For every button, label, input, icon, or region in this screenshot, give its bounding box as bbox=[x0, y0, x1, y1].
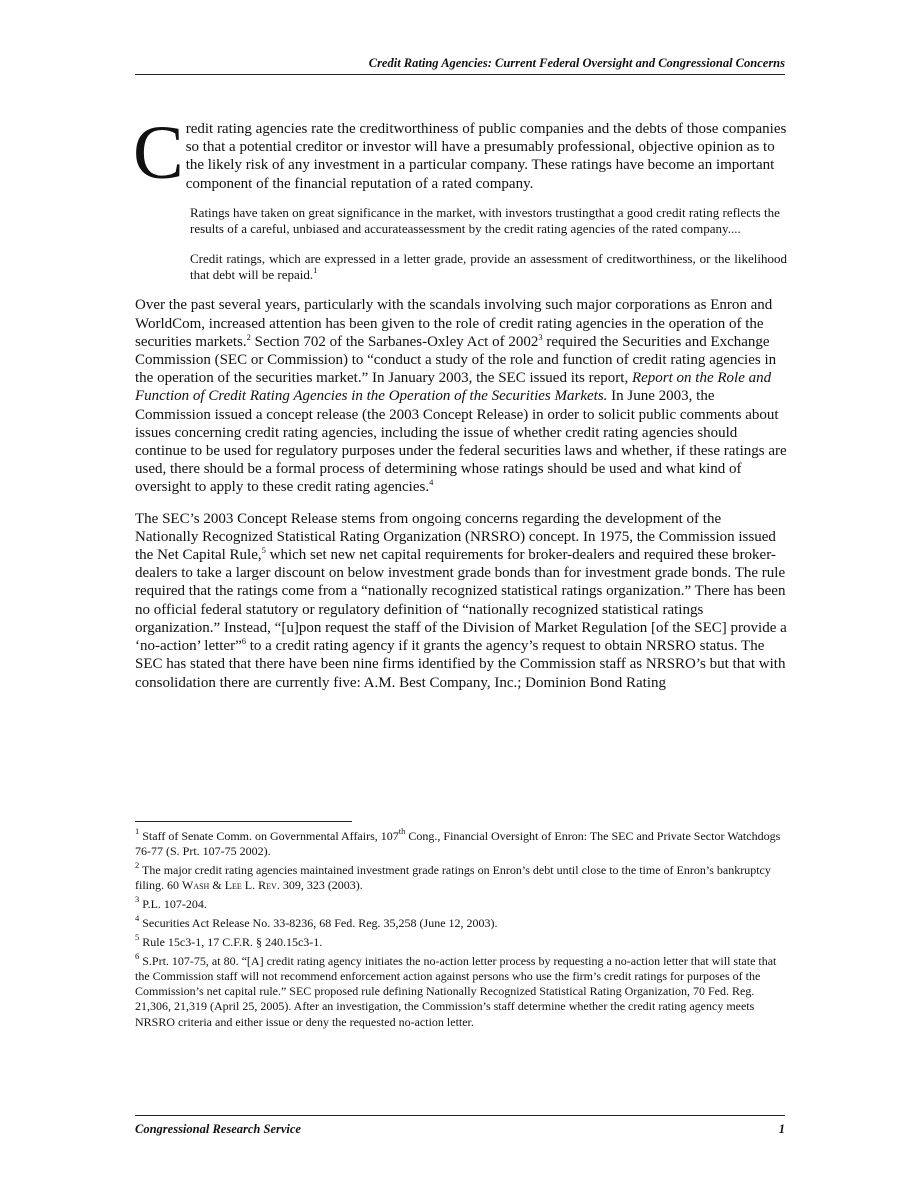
intro-text: redit rating agencies rate the creditworthiness of public companies and the debts of those companies so that a potential creditor or investor will have a presumably professional, objective opinion as to the likely risk of any investment in a particular company. These ratings have become an important component of the financial reputation of a rated company. bbox=[185, 121, 787, 192]
quote-paragraph-2: Credit ratings, which are expressed in a letter grade, provide an assessment of creditworthiness, or the likelihood that debt will be repaid.$^1$ bbox=[190, 250, 787, 283]
footnote-2: $^2$ The major credit rating agencies maintained investment grade ratings on Enron’s debt until close to the time of Enron’s bankruptcy filing. 60 Wash & Lee L. Rev. 309, 323 (2003). bbox=[135, 860, 771, 893]
body-text bbox=[133, 111, 787, 692]
running-header: Credit Rating Agencies: Current Federal Oversight and Congressional Concerns bbox=[135, 56, 785, 75]
footnote-ref[interactable]: 5 bbox=[261, 545, 266, 556]
block-quote bbox=[190, 205, 787, 284]
footnote-ref[interactable]: 1 bbox=[313, 265, 318, 276]
quote-paragraph-1: Ratings have taken on great significance in the market, with investors trustingthat a good credit rating reflects the results of a careful, unbiased and accurateassessment by the credit rating agencies of the rated company.... bbox=[190, 204, 780, 237]
footnotes bbox=[135, 826, 787, 1034]
footnote-ref[interactable]: 4 bbox=[429, 477, 434, 488]
report-title: Report on the Role and Function of Credit Rating Agencies in the Operation of the Securities Markets. bbox=[135, 370, 772, 405]
running-footer bbox=[135, 1115, 785, 1137]
footnote-divider bbox=[135, 821, 352, 822]
intro-paragraph bbox=[133, 111, 787, 195]
footer-source: Congressional Research Service bbox=[135, 1122, 301, 1136]
page-number: 1 bbox=[778, 1122, 785, 1136]
footnote-1: $^1$ Staff of Senate Comm. on Governmental Affairs, 107th Cong., Financial Oversight of Enron: The SEC and Private Sector Watchdogs 76-77 (S. Prt. 107-75 2002). bbox=[135, 826, 781, 859]
footnote-4: $^4$ Securities Act Release No. 33-8236, 68 Fed. Reg. 35,258 (June 12, 2003). bbox=[135, 912, 498, 930]
footnote-ref[interactable]: 3 bbox=[538, 331, 543, 342]
footnote-3: $^3$ P.L. 107-204. bbox=[135, 894, 207, 912]
paragraph-2: The SEC’s 2003 Concept Release stems from ongoing concerns regarding the development of the Nationally Recognized Statistical Rating Organization (NRSRO) concept. In 1975, the Commission issued the Net Capital Rule,$^5$ which set new net capital requirements for broker-dealers and required these broker-dealers to take a larger discount on below investment grade bonds than for investment grade bonds. The rule required that the ratings come from a “nationally recognized statistical ratings organization.” There has been no official federal statutory or regulatory definition of “nationally recognized statistical ratings organization.” Instead, “[u]pon request the staff of the Division of Market Regulation [of the SEC] provide a ‘no-action’ letter”$^6$ to a credit rating agency if it grants the agency’s request to obtain NRSRO status. The SEC has stated that there have been nine firms identified by the Commission staff as NRSRO’s but that with consolidation there are currently five: A.M. Best Company, Inc.; Dominion Bond Rating bbox=[135, 510, 787, 691]
footnote-ref[interactable]: 2 bbox=[246, 331, 251, 342]
drop-cap: C bbox=[133, 111, 184, 195]
footnote-5: $^5$ Rule 15c3-1, 17 C.F.R. § 240.15c3-1. bbox=[135, 931, 323, 949]
footnote-6: $^6$ S.Prt. 107-75, at 80. “[A] credit rating agency initiates the no-action letter process by requesting a no-action letter that will state that the Commission staff will not recommend enforcement action against persons who use the firm’s credit ratings for purposes of the Commission’s net capital rule.” SEC proposed rule defining Nationally Recognized Statistical Rating Organization, 70 Fed. Reg. 21,306, 21,319 (April 25, 2005). After an investigation, the Commission’s staff determine whether the credit rating agency meets NRSRO criteria and either issue or deny the requested no-action letter. bbox=[135, 950, 777, 1029]
paragraph-1: Over the past several years, particularly with the scandals involving such major corporations as Enron and WorldCom, increased attention has been given to the role of credit rating agencies in the operation of the securities markets.$^2$ Section 702 of the Sarbanes-Oxley Act of 2002$^3$ required the Securities and Exchange Commission (SEC or Commission) to “conduct a study of the role and function of credit rating agencies in the operation of the securities market.” In January 2003, the SEC issued its report, Report on the Role and Function of Credit Rating Agencies in the Operation of the Securities Markets. In June 2003, the Commission issued a concept release (the 2003 Concept Release) in order to solicit public comments about issues concerning credit rating agencies, including the issue of whether credit rating agencies should continue to be used for regulatory purposes under the federal securities laws and whether, if these ratings are used, there should be a formal process of determining whose ratings should be used and what kind of oversight to apply to these credit rating agencies.$^4$ bbox=[135, 297, 787, 496]
footnote-ref[interactable]: 6 bbox=[241, 636, 246, 647]
